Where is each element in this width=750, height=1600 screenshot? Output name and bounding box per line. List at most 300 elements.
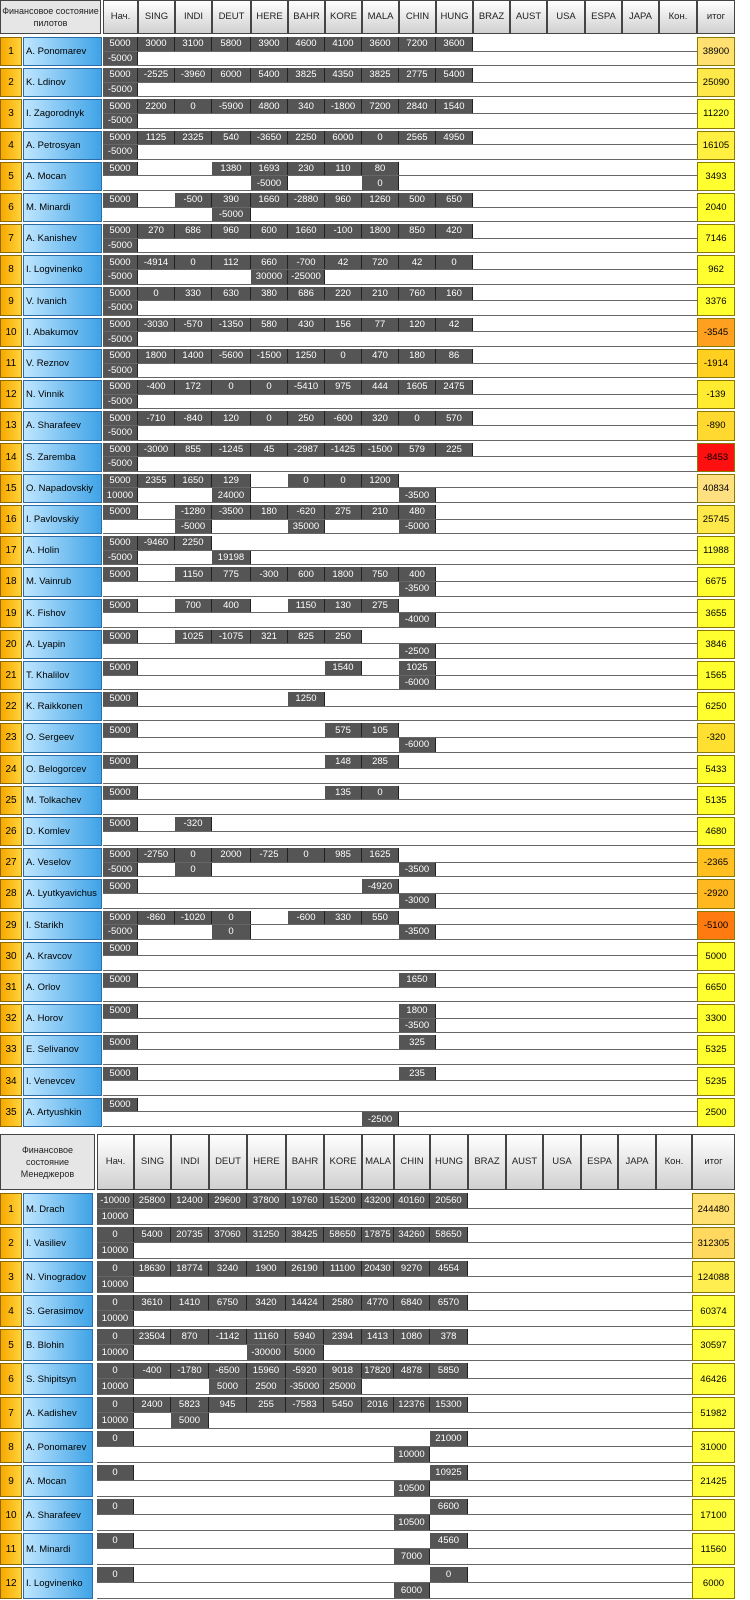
value-cell[interactable]: 1125 [138, 131, 175, 145]
value-cell[interactable]: 0 [97, 1363, 134, 1378]
value-cell[interactable]: -3500 [399, 488, 436, 502]
value-cell[interactable]: 250 [288, 411, 325, 425]
row-name[interactable]: M. Minardi [23, 193, 102, 222]
value-cell[interactable]: -840 [175, 411, 212, 425]
value-cell[interactable]: -5000 [103, 925, 138, 939]
value-cell[interactable]: 5000 [103, 505, 138, 519]
value-cell[interactable]: 3610 [134, 1295, 171, 1310]
value-cell[interactable]: 285 [362, 755, 399, 769]
value-cell[interactable]: 0 [325, 349, 362, 363]
value-cell[interactable]: 600 [288, 567, 325, 581]
value-cell[interactable]: -400 [138, 380, 175, 394]
row-name[interactable]: A. Sharafeev [23, 411, 102, 440]
column-header[interactable]: BAHR [286, 1134, 324, 1190]
value-cell[interactable]: 3825 [288, 68, 325, 82]
value-cell[interactable]: 2394 [324, 1329, 362, 1344]
column-header[interactable]: HUNG [430, 1134, 468, 1190]
column-header[interactable]: Кон. [659, 0, 697, 34]
value-cell[interactable]: 340 [288, 99, 325, 113]
column-header[interactable]: INDI [175, 0, 212, 34]
value-cell[interactable]: -600 [325, 411, 362, 425]
value-cell[interactable]: 180 [399, 349, 436, 363]
value-cell[interactable]: 5000 [103, 411, 138, 425]
value-cell[interactable]: 1025 [399, 661, 436, 675]
value-cell[interactable]: 1380 [212, 162, 251, 176]
value-cell[interactable]: -5000 [103, 395, 138, 409]
row-name[interactable]: V. Reznov [23, 349, 102, 378]
row-name[interactable]: A. Kadishev [23, 1397, 93, 1429]
row-name[interactable]: A. Orlov [23, 973, 102, 1002]
value-cell[interactable]: -6500 [209, 1363, 247, 1378]
value-cell[interactable]: 390 [212, 193, 251, 207]
value-cell[interactable]: -35000 [286, 1379, 324, 1394]
column-header[interactable]: Кон. [656, 1134, 692, 1190]
value-cell[interactable]: -5000 [103, 114, 138, 128]
value-cell[interactable]: 225 [436, 443, 473, 457]
value-cell[interactable]: 5000 [103, 318, 138, 332]
value-cell[interactable]: -600 [288, 911, 325, 925]
value-cell[interactable]: 945 [209, 1397, 247, 1412]
value-cell[interactable]: -5000 [103, 239, 138, 253]
value-cell[interactable]: 5000 [103, 1004, 138, 1018]
value-cell[interactable]: 15960 [247, 1363, 286, 1378]
value-cell[interactable]: 5000 [103, 755, 138, 769]
value-cell[interactable]: 825 [288, 630, 325, 644]
value-cell[interactable]: 5000 [103, 1035, 138, 1049]
value-cell[interactable]: 11100 [324, 1261, 362, 1276]
value-cell[interactable]: 5000 [103, 443, 138, 457]
row-name[interactable]: S. Zaremba [23, 443, 102, 472]
value-cell[interactable]: -2500 [362, 1112, 399, 1126]
value-cell[interactable]: 5000 [209, 1379, 247, 1394]
value-cell[interactable]: 5000 [103, 599, 138, 613]
value-cell[interactable]: 5000 [103, 786, 138, 800]
column-header[interactable]: JAPA [618, 1134, 656, 1190]
value-cell[interactable]: 3240 [209, 1261, 247, 1276]
value-cell[interactable]: 42 [399, 255, 436, 269]
value-cell[interactable]: 550 [362, 911, 399, 925]
value-cell[interactable]: 0 [175, 255, 212, 269]
value-cell[interactable]: 960 [212, 224, 251, 238]
value-cell[interactable]: 540 [212, 131, 251, 145]
value-cell[interactable]: -1142 [209, 1329, 247, 1344]
value-cell[interactable]: 660 [251, 255, 288, 269]
value-cell[interactable]: 14424 [286, 1295, 324, 1310]
value-cell[interactable]: 1080 [394, 1329, 430, 1344]
value-cell[interactable]: 0 [325, 474, 362, 488]
value-cell[interactable]: 5000 [103, 911, 138, 925]
value-cell[interactable]: 330 [325, 911, 362, 925]
value-cell[interactable]: 0 [138, 287, 175, 301]
value-cell[interactable]: -5000 [103, 426, 138, 440]
value-cell[interactable]: 58650 [430, 1227, 468, 1242]
value-cell[interactable]: 1605 [399, 380, 436, 394]
row-name[interactable]: A. Kravcov [23, 942, 102, 971]
value-cell[interactable]: 1800 [138, 349, 175, 363]
value-cell[interactable]: 470 [362, 349, 399, 363]
value-cell[interactable]: 5850 [430, 1363, 468, 1378]
value-cell[interactable]: 5000 [103, 817, 138, 831]
value-cell[interactable]: 10925 [430, 1465, 468, 1480]
value-cell[interactable]: 5000 [103, 848, 138, 862]
value-cell[interactable]: 5000 [103, 380, 138, 394]
row-name[interactable]: K. Raikkonen [23, 692, 102, 721]
column-header[interactable]: HERE [251, 0, 288, 34]
value-cell[interactable]: 1150 [288, 599, 325, 613]
value-cell[interactable]: 10500 [394, 1481, 430, 1496]
row-name[interactable]: A. Lyutkyavichus [23, 879, 102, 908]
row-name[interactable]: V. Ivanich [23, 287, 102, 316]
value-cell[interactable]: 5000 [103, 255, 138, 269]
value-cell[interactable]: 6000 [212, 68, 251, 82]
value-cell[interactable]: -3500 [399, 863, 436, 877]
value-cell[interactable]: 4560 [430, 1533, 468, 1548]
value-cell[interactable]: -725 [251, 848, 288, 862]
value-cell[interactable]: 1250 [288, 349, 325, 363]
value-cell[interactable]: 5000 [103, 1098, 138, 1112]
value-cell[interactable]: -2500 [399, 644, 436, 658]
value-cell[interactable]: 129 [212, 474, 251, 488]
value-cell[interactable]: -5000 [399, 520, 436, 534]
value-cell[interactable]: 25800 [134, 1193, 171, 1208]
column-header[interactable]: CHIN [399, 0, 436, 34]
row-name[interactable]: A. Veselov [23, 848, 102, 877]
value-cell[interactable]: -1245 [212, 443, 251, 457]
value-cell[interactable]: 5000 [286, 1345, 324, 1360]
column-header[interactable]: ESPA [581, 1134, 618, 1190]
value-cell[interactable]: 2475 [436, 380, 473, 394]
value-cell[interactable]: -3500 [399, 925, 436, 939]
row-name[interactable]: A. Sharafeev [23, 1499, 93, 1531]
value-cell[interactable]: 580 [251, 318, 288, 332]
column-header[interactable]: BAHR [288, 0, 325, 34]
value-cell[interactable]: 2580 [324, 1295, 362, 1310]
value-cell[interactable]: 1650 [175, 474, 212, 488]
value-cell[interactable]: 750 [362, 567, 399, 581]
value-cell[interactable]: -9460 [138, 536, 175, 550]
row-name[interactable]: A. Mocan [23, 162, 102, 191]
value-cell[interactable]: 579 [399, 443, 436, 457]
value-cell[interactable]: 5000 [103, 193, 138, 207]
value-cell[interactable]: 5400 [134, 1227, 171, 1242]
value-cell[interactable]: 0 [399, 411, 436, 425]
value-cell[interactable]: 180 [251, 505, 288, 519]
value-cell[interactable]: 430 [288, 318, 325, 332]
value-cell[interactable]: 325 [399, 1035, 436, 1049]
value-cell[interactable]: 3825 [362, 68, 399, 82]
value-cell[interactable]: 9270 [394, 1261, 430, 1276]
value-cell[interactable]: 380 [251, 287, 288, 301]
value-cell[interactable]: 5823 [171, 1397, 209, 1412]
row-name[interactable]: K. Ldinov [23, 68, 102, 97]
value-cell[interactable]: -570 [175, 318, 212, 332]
value-cell[interactable]: 3900 [251, 37, 288, 51]
column-header[interactable]: Нач. [97, 1134, 134, 1190]
value-cell[interactable]: -2880 [288, 193, 325, 207]
value-cell[interactable]: -3960 [175, 68, 212, 82]
value-cell[interactable]: -100 [325, 224, 362, 238]
value-cell[interactable]: 686 [175, 224, 212, 238]
value-cell[interactable]: 105 [362, 723, 399, 737]
value-cell[interactable]: 5000 [103, 942, 138, 956]
value-cell[interactable]: 156 [325, 318, 362, 332]
value-cell[interactable]: 0 [251, 411, 288, 425]
value-cell[interactable]: 35000 [288, 520, 325, 534]
value-cell[interactable]: -1500 [362, 443, 399, 457]
column-header[interactable]: MALA [362, 0, 399, 34]
value-cell[interactable]: 10000 [97, 1243, 134, 1258]
column-header[interactable]: HERE [247, 1134, 286, 1190]
value-cell[interactable]: 3000 [138, 37, 175, 51]
row-name[interactable]: A. Artyushkin [23, 1098, 102, 1127]
value-cell[interactable]: 0 [97, 1227, 134, 1242]
value-cell[interactable]: -6000 [399, 676, 436, 690]
row-name[interactable]: O. Napadovskiy [23, 474, 102, 503]
value-cell[interactable]: -5410 [288, 380, 325, 394]
value-cell[interactable]: 220 [325, 287, 362, 301]
row-name[interactable]: I. Venevcev [23, 1067, 102, 1096]
value-cell[interactable]: 275 [325, 505, 362, 519]
value-cell[interactable]: -1425 [325, 443, 362, 457]
value-cell[interactable]: 0 [97, 1499, 134, 1514]
value-cell[interactable]: 250 [325, 630, 362, 644]
value-cell[interactable]: 1540 [325, 661, 362, 675]
value-cell[interactable]: -4920 [362, 879, 399, 893]
value-cell[interactable]: -3500 [399, 582, 436, 596]
column-header[interactable]: DEUT [212, 0, 251, 34]
value-cell[interactable]: 0 [97, 1261, 134, 1276]
value-cell[interactable]: 210 [362, 505, 399, 519]
value-cell[interactable]: -3000 [138, 443, 175, 457]
value-cell[interactable]: -300 [251, 567, 288, 581]
value-cell[interactable]: 20560 [430, 1193, 468, 1208]
value-cell[interactable]: 12376 [394, 1397, 430, 1412]
value-cell[interactable]: 1693 [251, 162, 288, 176]
value-cell[interactable]: 0 [97, 1465, 134, 1480]
value-cell[interactable]: 10000 [97, 1311, 134, 1326]
value-cell[interactable]: 4950 [436, 131, 473, 145]
value-cell[interactable]: 2355 [138, 474, 175, 488]
row-name[interactable]: M. Tolkachev [23, 786, 102, 815]
value-cell[interactable]: 42 [325, 255, 362, 269]
column-header[interactable]: HUNG [436, 0, 473, 34]
value-cell[interactable]: -2987 [288, 443, 325, 457]
value-cell[interactable]: 0 [97, 1431, 134, 1446]
value-cell[interactable]: 21000 [430, 1431, 468, 1446]
value-cell[interactable]: 15200 [324, 1193, 362, 1208]
value-cell[interactable]: 1200 [362, 474, 399, 488]
value-cell[interactable]: 6840 [394, 1295, 430, 1310]
value-cell[interactable]: 4770 [362, 1295, 394, 1310]
value-cell[interactable]: 444 [362, 380, 399, 394]
value-cell[interactable]: 135 [325, 786, 362, 800]
value-cell[interactable]: 0 [212, 911, 251, 925]
value-cell[interactable]: 37060 [209, 1227, 247, 1242]
column-header[interactable]: INDI [171, 1134, 209, 1190]
value-cell[interactable]: 19198 [212, 551, 251, 565]
value-cell[interactable]: -400 [134, 1363, 171, 1378]
value-cell[interactable]: 650 [436, 193, 473, 207]
value-cell[interactable]: 5000 [103, 723, 138, 737]
value-cell[interactable]: 7200 [399, 37, 436, 51]
value-cell[interactable]: 34260 [394, 1227, 430, 1242]
value-cell[interactable]: -5000 [212, 208, 251, 222]
value-cell[interactable]: 2400 [134, 1397, 171, 1412]
value-cell[interactable]: 1025 [175, 630, 212, 644]
value-cell[interactable]: 1250 [288, 692, 325, 706]
value-cell[interactable]: 2500 [247, 1379, 286, 1394]
value-cell[interactable]: 1800 [325, 567, 362, 581]
value-cell[interactable]: -700 [288, 255, 325, 269]
value-cell[interactable]: 850 [399, 224, 436, 238]
value-cell[interactable]: 270 [138, 224, 175, 238]
value-cell[interactable]: -500 [175, 193, 212, 207]
value-cell[interactable]: -7583 [286, 1397, 324, 1412]
value-cell[interactable]: 0 [362, 131, 399, 145]
value-cell[interactable]: 0 [97, 1329, 134, 1344]
column-header[interactable]: USA [547, 0, 585, 34]
value-cell[interactable]: 0 [212, 925, 251, 939]
value-cell[interactable]: 1800 [399, 1004, 436, 1018]
row-name[interactable]: I. Zagorodnyk [23, 99, 102, 128]
value-cell[interactable]: 0 [288, 474, 325, 488]
value-cell[interactable]: 120 [399, 318, 436, 332]
value-cell[interactable]: 0 [97, 1295, 134, 1310]
value-cell[interactable]: -5900 [212, 99, 251, 113]
value-cell[interactable]: 1660 [251, 193, 288, 207]
value-cell[interactable]: 5000 [103, 37, 138, 51]
value-cell[interactable]: 130 [325, 599, 362, 613]
row-name[interactable]: M. Vainrub [23, 567, 102, 596]
value-cell[interactable]: 1260 [362, 193, 399, 207]
column-header[interactable]: KORE [325, 0, 362, 34]
row-name[interactable]: I. Abakumov [23, 318, 102, 347]
column-header[interactable]: DEUT [209, 1134, 247, 1190]
value-cell[interactable]: 30000 [251, 270, 288, 284]
value-cell[interactable]: 25000 [324, 1379, 362, 1394]
value-cell[interactable]: 10000 [97, 1209, 134, 1224]
value-cell[interactable]: 1150 [175, 567, 212, 581]
value-cell[interactable]: 18630 [134, 1261, 171, 1276]
value-cell[interactable]: 17875 [362, 1227, 394, 1242]
column-header[interactable]: MALA [362, 1134, 394, 1190]
value-cell[interactable]: -620 [288, 505, 325, 519]
value-cell[interactable]: 4800 [251, 99, 288, 113]
row-name[interactable]: I. Pavlovskiy [23, 505, 102, 534]
value-cell[interactable]: 775 [212, 567, 251, 581]
value-cell[interactable]: 0 [97, 1533, 134, 1548]
row-name[interactable]: A. Petrosyan [23, 131, 102, 160]
value-cell[interactable]: -5000 [103, 52, 138, 66]
value-cell[interactable]: 2000 [212, 848, 251, 862]
value-cell[interactable]: 0 [175, 863, 212, 877]
value-cell[interactable]: -5000 [103, 145, 138, 159]
value-cell[interactable]: 23504 [134, 1329, 171, 1344]
value-cell[interactable]: -860 [138, 911, 175, 925]
row-name[interactable]: A. Holin [23, 536, 102, 565]
value-cell[interactable]: 2016 [362, 1397, 394, 1412]
value-cell[interactable]: 5940 [286, 1329, 324, 1344]
value-cell[interactable]: 6750 [209, 1295, 247, 1310]
value-cell[interactable]: -1020 [175, 911, 212, 925]
value-cell[interactable]: 330 [175, 287, 212, 301]
row-name[interactable]: I. Logvinenko [23, 255, 102, 284]
value-cell[interactable]: 5000 [103, 630, 138, 644]
row-name[interactable]: A. Ponomarev [23, 37, 102, 66]
value-cell[interactable]: 0 [175, 99, 212, 113]
value-cell[interactable]: 500 [399, 193, 436, 207]
value-cell[interactable]: 0 [212, 380, 251, 394]
column-header[interactable]: USA [543, 1134, 581, 1190]
value-cell[interactable]: 37800 [247, 1193, 286, 1208]
row-name[interactable]: O. Belogorcev [23, 755, 102, 784]
value-cell[interactable]: 5000 [103, 1067, 138, 1081]
value-cell[interactable]: 1540 [436, 99, 473, 113]
row-name[interactable]: I. Starikh [23, 911, 102, 940]
value-cell[interactable]: 17820 [362, 1363, 394, 1378]
value-cell[interactable]: 10000 [103, 488, 138, 502]
value-cell[interactable]: 20735 [171, 1227, 209, 1242]
value-cell[interactable]: 5000 [103, 68, 138, 82]
value-cell[interactable]: 4350 [325, 68, 362, 82]
value-cell[interactable]: 9018 [324, 1363, 362, 1378]
value-cell[interactable]: 7000 [394, 1549, 430, 1564]
value-cell[interactable]: 26190 [286, 1261, 324, 1276]
value-cell[interactable]: 3100 [175, 37, 212, 51]
row-name[interactable]: M. Minardi [23, 1533, 93, 1565]
column-header[interactable]: итог [692, 1134, 735, 1190]
value-cell[interactable]: -5000 [103, 863, 138, 877]
value-cell[interactable]: 2775 [399, 68, 436, 82]
value-cell[interactable]: 38425 [286, 1227, 324, 1242]
value-cell[interactable]: 5000 [103, 349, 138, 363]
value-cell[interactable]: 5450 [324, 1397, 362, 1412]
value-cell[interactable]: 0 [175, 848, 212, 862]
value-cell[interactable]: 1650 [399, 973, 436, 987]
value-cell[interactable]: 6600 [430, 1499, 468, 1514]
value-cell[interactable]: 0 [97, 1397, 134, 1412]
value-cell[interactable]: 5000 [103, 879, 138, 893]
value-cell[interactable]: 255 [247, 1397, 286, 1412]
value-cell[interactable]: 10500 [394, 1515, 430, 1530]
value-cell[interactable]: 5000 [103, 162, 138, 176]
value-cell[interactable]: 10000 [97, 1379, 134, 1394]
value-cell[interactable]: 148 [325, 755, 362, 769]
value-cell[interactable]: 870 [171, 1329, 209, 1344]
value-cell[interactable]: 0 [251, 380, 288, 394]
value-cell[interactable]: 575 [325, 723, 362, 737]
value-cell[interactable]: 10000 [394, 1447, 430, 1462]
value-cell[interactable]: 5800 [212, 37, 251, 51]
value-cell[interactable]: 58650 [324, 1227, 362, 1242]
value-cell[interactable]: 40160 [394, 1193, 430, 1208]
value-cell[interactable]: -3030 [138, 318, 175, 332]
value-cell[interactable]: 110 [325, 162, 362, 176]
value-cell[interactable]: 12400 [171, 1193, 209, 1208]
value-cell[interactable]: 0 [362, 176, 399, 190]
row-name[interactable]: N. Vinogradov [23, 1261, 93, 1293]
value-cell[interactable]: 15300 [430, 1397, 468, 1412]
value-cell[interactable]: 4600 [288, 37, 325, 51]
value-cell[interactable]: -10000 [97, 1193, 134, 1208]
value-cell[interactable]: 10000 [97, 1277, 134, 1292]
value-cell[interactable]: 1660 [288, 224, 325, 238]
value-cell[interactable]: 600 [251, 224, 288, 238]
value-cell[interactable]: 985 [325, 848, 362, 862]
column-header[interactable]: BRAZ [468, 1134, 506, 1190]
row-name[interactable]: A. Ponomarev [23, 1431, 93, 1463]
value-cell[interactable]: 6000 [394, 1583, 430, 1598]
